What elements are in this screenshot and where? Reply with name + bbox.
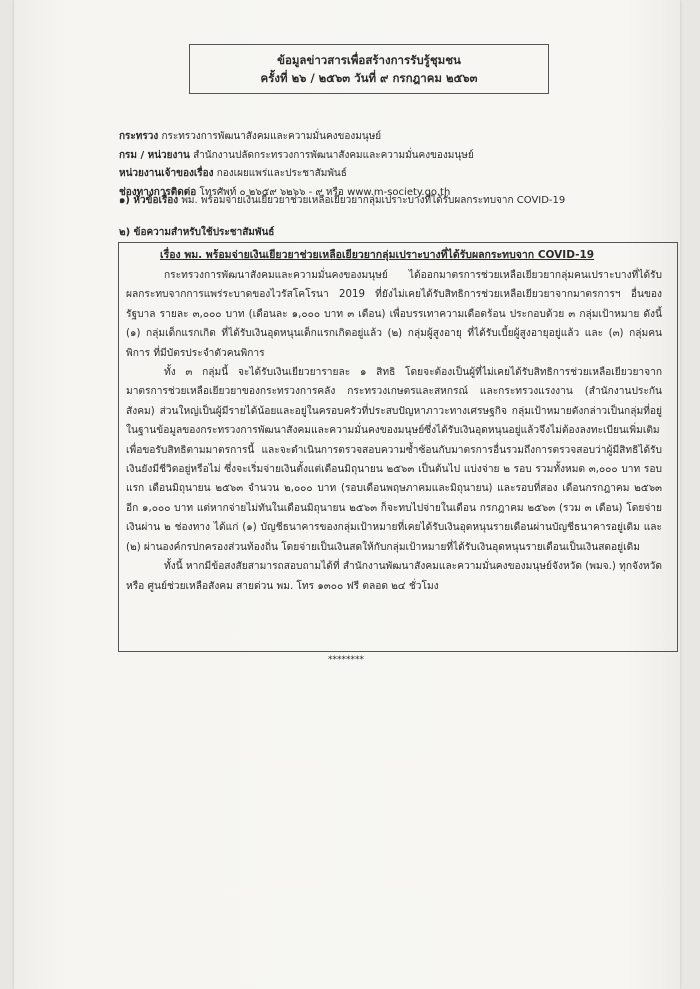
ministry-label: กระทรวง [119,131,159,142]
ministry-value: กระทรวงการพัฒนาสังคมและความมั่นคงของมนุษย์ [161,131,382,142]
header-title: ข้อมูลข่าวสารเพื่อสร้างการรับรู้ชุมชน [277,53,461,67]
owner-value: กองเผยแพร่และประชาสัมพันธ์ [216,168,347,179]
owner-row [119,165,474,184]
section-topic-label: ๑) หัวข้อเรื่อง [119,195,179,206]
section-topic-value: พม. พร้อมจ่ายเงินเยียวยาช่วยเหลือเยียวยากลุ่มเปราะบางที่ได้รับผลกระทบจาก COVID-19 [181,195,566,206]
paragraph-3: ทั้งนี้ หากมีข้อสงสัยสามารถสอบถามได้ที่ สำนักงานพัฒนาสังคมและความมั่นคงของมนุษย์จังหวัด (พมจ.) ทุกจังหวัด หรือ ศูนย์ช่วยเหลือสังคม สายด่วน พม. โทร ๑๓๐๐ ฟรี ตลอด ๒๔ ชั่วโมง [126,561,662,592]
document-page [14,0,680,989]
header-box [189,44,549,94]
paragraph-1: กระทรวงการพัฒนาสังคมและความมั่นคงของมนุษย์ ได้ออกมาตรการช่วยเหลือเยียวยากลุ่มคนเปราะบางที่ได้รับผลกระทบจากการแพร่ระบาดของไวรัสโคโรนา 2019 ที่ยังไม่เคยได้รับสิทธิการช่วยเหลือเยียวยาจากมาตรการฯ อื่นของรัฐบาล รายละ ๓,๐๐๐ บาท (เดือนละ ๑,๐๐๐ บาท ๓ เดือน) เพื่อบรรเทาความเดือดร้อน ประกอบด้วย ๓ กลุ่มเป้าหมาย ดังนี้ (๑) กลุ่มเด็กแรกเกิด ที่ได้รับเงินอุดหนุนเด็กแรกเกิดอยู่แล้ว (๒) กลุ่มผู้สูงอายุ ที่ได้รับเบี้ยผู้สูงอายุอยู่แล้ว และ (๓) กลุ่มคนพิการ ที่มีบัตรประจำตัวคนพิการ [126,270,662,359]
section-pr-heading [119,225,274,240]
department-label: กรม / หน่วยงาน [119,149,190,161]
section-pr-label: ๒) ข้อความสำหรับใช้ประชาสัมพันธ์ [119,227,275,238]
body-text [126,266,662,596]
subject-line: เรื่อง พม. พร้อมจ่ายเงินเยียวยาช่วยเหลือเยียวยากลุ่มเปราะบางที่ได้รับผลกระทบจาก COVID-19 [160,249,595,261]
contact-label: ช่องทางการติดต่อ [119,186,197,198]
ministry-row [119,128,474,147]
paragraph-2: ทั้ง ๓ กลุ่มนี้ จะได้รับเงินเยียวยารายละ ๑ สิทธิ โดยจะต้องเป็นผู้ที่ไม่เคยได้รับสิทธิการช่วยเหลือเยียวยาจากมาตรการช่วยเหลือเยียวยาของกระทรวงการคลัง กระทรวงเกษตรและสหกรณ์ และกระทรวงแรงงาน (สำนักงานประกันสังคม) ส่วนใหญ่เป็นผู้มีรายได้น้อยและอยู่ในครอบครัวที่ประสบปัญหาภาวะทางเศรษฐกิจ กลุ่มเป้าหมายดังกล่าวเป็นกลุ่มที่อยู่ในฐานข้อมูลของกระทรวงการพัฒนาสังคมและความมั่นคงของมนุษย์ซึ่งได้รับเงินอุดหนุนอยู่แล้วจึงไม่ต้องลงทะเบียนเพิ่มเติมเพื่อขอรับสิทธิตามมาตรการนี้ และจะดำเนินการตรวจสอบความซ้ำซ้อนกับมาตรการอื่นรวมถึงการตรวจสอบว่าผู้มีสิทธิได้รับเงินยังมีชีวิตอยู่หรือไม่ ซึ่งจะเริ่มจ่ายเงินตั้งแต่เดือนมิถุนายน ๒๕๖๓ เป็นต้นไป แบ่งจ่าย ๒ รอบ รวมทั้งหมด ๓,๐๐๐ บาท รอบแรก เดือนมิถุนายน ๒๕๖๓ จำนวน ๒,๐๐๐ บาท (รอบเดือนพฤษภาคมและมิถุนายน) และรอบที่สอง เดือนกรกฎาคม ๒๕๖๓ อีก ๑,๐๐๐ บาท แต่หากจ่ายไม่ทันในเดือนมิถุนายน ๒๕๖๓ ก็จะทบไปจ่ายในเดือน กรกฎาคม ๒๕๖๓ (รวม ๓ เดือน) โดยจ่ายเงินผ่าน ๒ ช่องทาง ได้แก่ (๑) บัญชีธนาคารของกลุ่มเป้าหมายที่เคยได้รับเงินอุดหนุนรายเดือนผ่านบัญชีธนาคารอยู่เดิม และ (๒) ผ่านองค์กรปกครองส่วนท้องถิ่น โดยจ่ายเป็นเงินสดให้กับกลุ่มเป้าหมายที่ได้รับเงินอุดหนุนรายเดือนเป็นเงินสดอยู่เดิม [126,367,662,553]
section-topic [119,193,565,208]
department-value: สำนักงานปลัดกระทรวงการพัฒนาสังคมและความมั่นคงของมนุษย์ [193,149,474,161]
end-marker: ******** [328,655,364,665]
department-row [119,147,474,166]
contact-value: โทรศัพท์ ๐ ๒๖๕๙ ๖๒๖๖ - ๙ หรือ www.m-society.go.th [199,186,451,198]
metadata-block [119,128,474,202]
header-issue: ครั้งที่ ๒๖ / ๒๕๖๓ วันที่ ๙ กรกฎาคม ๒๕๖๓ [260,71,478,85]
owner-label: หน่วยงานเจ้าของเรื่อง [119,168,214,179]
